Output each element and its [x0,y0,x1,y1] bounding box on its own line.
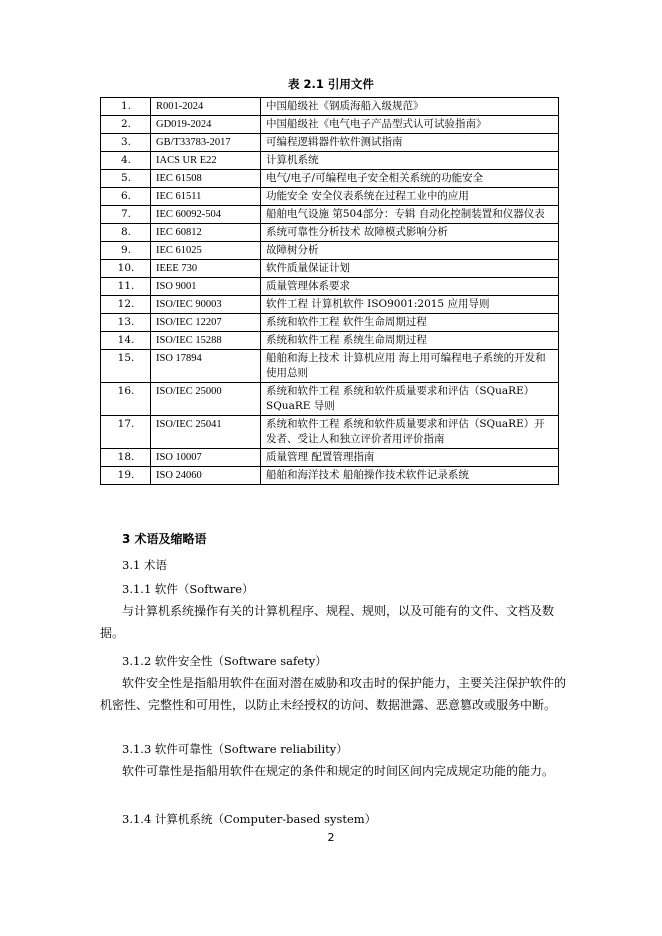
standard-title: 系统可靠性分析技术 故障模式影响分析 [261,224,559,242]
standard-title: 船舶电气设施 第504部分：专辑 自动化控制装置和仪器仪表 [261,206,559,224]
term-3-1-1-title: 3.1.1 软件（Software） [122,582,254,596]
reference-table [100,97,559,485]
standard-title: 中国船级社《电气电子产品型式认可试验指南》 [261,116,559,134]
table-row [101,383,559,416]
standard-code: GD019-2024 [151,116,261,134]
standard-title: 船舶和海上技术 计算机应用 海上用可编程电子系统的开发和使用总则 [261,350,559,383]
term-3-1-2-title: 3.1.2 软件安全性（Software safety） [122,654,327,668]
standard-code: IEC 61511 [151,188,261,206]
standard-code: ISO/IEC 90003 [151,296,261,314]
standard-title: 系统和软件工程 系统生命周期过程 [261,332,559,350]
row-number: 13. [101,314,151,332]
table-row [101,350,559,383]
table-row [101,116,559,134]
term-3-1-2-body: 软件安全性是指船用软件在面对潜在威胁和攻击时的保护能力，主要关注保护软件的机密性、完整性和可用性，以防止未经授权的访问、数据泄露、恶意篡改或服务中断。 [100,676,567,712]
standard-code: IACS UR E22 [151,152,261,170]
standard-title: 可编程逻辑器件软件测试指南 [261,134,559,152]
row-number: 11. [101,278,151,296]
standard-title: 功能安全 安全仪表系统在过程工业中的应用 [261,188,559,206]
table-row [101,416,559,449]
table-row [101,296,559,314]
table-row [101,467,559,485]
row-number: 12. [101,296,151,314]
standard-code: ISO 24060 [151,467,261,485]
table-row [101,278,559,296]
row-number: 19. [101,467,151,485]
standard-code: ISO/IEC 25041 [151,416,261,449]
row-number: 15. [101,350,151,383]
table-row [101,242,559,260]
standard-code: ISO/IEC 25000 [151,383,261,416]
row-number: 3. [101,134,151,152]
standard-title: 质量管理体系要求 [261,278,559,296]
section-heading: 3 术语及缩略语 [122,532,207,546]
standard-title: 船舶和海洋技术 船舶操作技术软件记录系统 [261,467,559,485]
row-number: 2. [101,116,151,134]
table-row [101,170,559,188]
standard-code: IEEE 730 [151,260,261,278]
row-number: 17. [101,416,151,449]
standard-code: ISO 9001 [151,278,261,296]
subsection-3-1: 3.1 术语 [122,558,167,572]
row-number: 5. [101,170,151,188]
term-3-1-4-title: 3.1.4 计算机系统（Computer-based system） [122,812,377,826]
row-number: 9. [101,242,151,260]
standard-title: 质量管理 配置管理指南 [261,449,559,467]
table-row [101,260,559,278]
standard-code: ISO/IEC 12207 [151,314,261,332]
standard-code: ISO 10007 [151,449,261,467]
standard-title: 软件质量保证计划 [261,260,559,278]
standard-title: 故障树分析 [261,242,559,260]
term-3-1-3-body: 软件可靠性是指船用软件在规定的条件和规定的时间区间内完成规定功能的能力。 [122,764,555,778]
table-row [101,134,559,152]
row-number: 16. [101,383,151,416]
table-row [101,224,559,242]
table-row [101,314,559,332]
standard-code: R001-2024 [151,98,261,116]
row-number: 10. [101,260,151,278]
standard-title: 中国船级社《钢质海船入级规范》 [261,98,559,116]
term-3-1-1-body: 与计算机系统操作有关的计算机程序、规程、规则，以及可能有的文件、文档及数据。 [100,604,555,640]
table-row [101,449,559,467]
standard-title: 电气/电子/可编程电子安全相关系统的功能安全 [261,170,559,188]
table-caption: 表 2.1 引用文件 [288,77,374,91]
standard-title: 系统和软件工程 系统和软件质量要求和评估（SQuaRE）SQuaRE 导则 [261,383,559,416]
standard-title: 软件工程 计算机软件 ISO9001:2015 应用导则 [261,296,559,314]
row-number: 1. [101,98,151,116]
row-number: 8. [101,224,151,242]
table-row [101,206,559,224]
table-row [101,188,559,206]
standard-code: IEC 60092-504 [151,206,261,224]
term-3-1-3-title: 3.1.3 软件可靠性（Software reliability） [122,742,348,756]
standard-code: ISO 17894 [151,350,261,383]
row-number: 18. [101,449,151,467]
standard-title: 系统和软件工程 软件生命周期过程 [261,314,559,332]
standard-code: ISO/IEC 15288 [151,332,261,350]
table-row [101,332,559,350]
standard-code: GB/T33783-2017 [151,134,261,152]
standard-title: 计算机系统 [261,152,559,170]
row-number: 6. [101,188,151,206]
page-number: 2 [327,831,335,844]
row-number: 4. [101,152,151,170]
row-number: 14. [101,332,151,350]
table-row [101,98,559,116]
row-number: 7. [101,206,151,224]
standard-code: IEC 61025 [151,242,261,260]
standard-code: IEC 61508 [151,170,261,188]
standard-code: IEC 60812 [151,224,261,242]
table-row [101,152,559,170]
standard-title: 系统和软件工程 系统和软件质量要求和评估（SQuaRE）开发者、受让人和独立评价者用评价指南 [261,416,559,449]
